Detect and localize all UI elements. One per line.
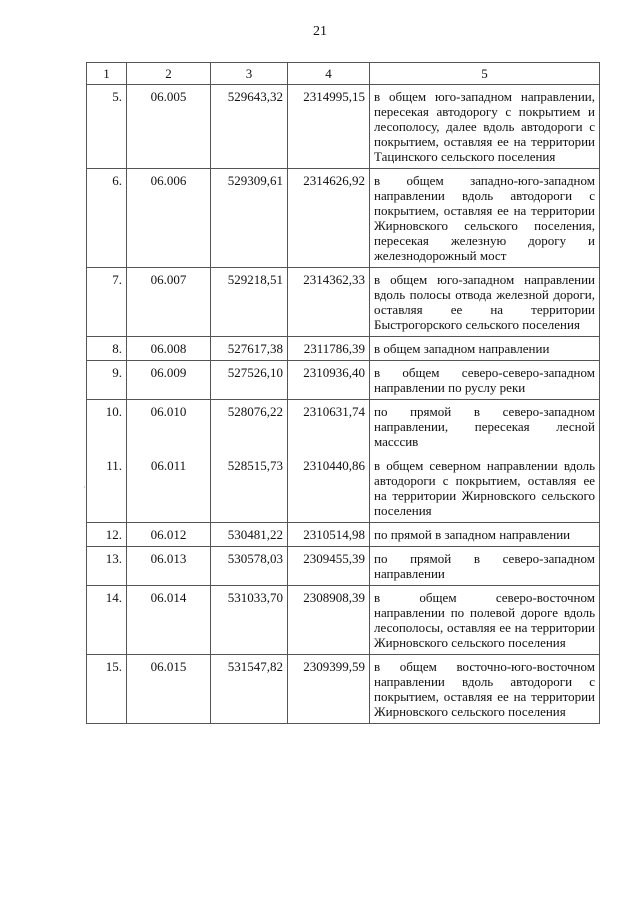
- boundary-description: по прямой в западном направлении: [370, 523, 600, 547]
- column-header-number: 1: [87, 63, 127, 85]
- x-coordinate: 529218,51: [211, 268, 288, 337]
- page-number: 21: [313, 24, 327, 39]
- point-code: 06.005: [127, 85, 211, 169]
- y-coordinate: 2314995,15: [288, 85, 370, 169]
- table-row: [87, 454, 600, 523]
- point-code: 06.015: [127, 655, 211, 724]
- table-row: [87, 586, 600, 655]
- boundary-description: по прямой в северо-западном направлении: [370, 547, 600, 586]
- point-code: 06.008: [127, 337, 211, 361]
- row-number: 15.: [87, 655, 127, 724]
- boundary-description: в общем восточно-юго-восточном направлении вдоль автодороги с покрытием, оставляя ее на территории Жирновского сельского поселения: [370, 655, 600, 724]
- boundary-description: в общем северном направлении вдоль автодороги с покрытием, оставляя ее на территории Жирновского сельского поселения: [370, 454, 600, 523]
- table-row: [87, 400, 600, 454]
- x-coordinate: 528076,22: [211, 400, 288, 454]
- x-coordinate: 528515,73: [211, 454, 288, 523]
- row-number: 14.: [87, 586, 127, 655]
- x-coordinate: 529309,61: [211, 169, 288, 268]
- boundary-description: в общем юго-западном направлении, пересекая автодорогу с покрытием и лесополосу, далее вдоль автодороги с покрытием, оставляя ее на территории Тацинского сельского поселения: [370, 85, 600, 169]
- column-header-point-code: 2: [127, 63, 211, 85]
- column-header-y-coordinate: 4: [288, 63, 370, 85]
- point-code: 06.010: [127, 400, 211, 454]
- y-coordinate: 2314362,33: [288, 268, 370, 337]
- column-header-x-coordinate: 3: [211, 63, 288, 85]
- y-coordinate: 2310631,74: [288, 400, 370, 454]
- row-number: 5.: [87, 85, 127, 169]
- table-row: [87, 268, 600, 337]
- column-header-description: 5: [370, 63, 600, 85]
- point-code: 06.007: [127, 268, 211, 337]
- boundary-points-table: [86, 62, 600, 724]
- table-row: [87, 655, 600, 724]
- y-coordinate: 2310514,98: [288, 523, 370, 547]
- y-coordinate: 2314626,92: [288, 169, 370, 268]
- point-code: 06.013: [127, 547, 211, 586]
- table-row: [87, 523, 600, 547]
- x-coordinate: 531033,70: [211, 586, 288, 655]
- table-row: [87, 85, 600, 169]
- x-coordinate: 527526,10: [211, 361, 288, 400]
- table-row: [87, 337, 600, 361]
- boundary-description: в общем юго-западном направлении вдоль полосы отвода железной дороги, оставляя ее на территории Быстрогорского сельского поселения: [370, 268, 600, 337]
- boundary-description: в общем западно-юго-западном направлении вдоль автодороги с покрытием, оставляя ее на территории Жирновского сельского поселения, пересекая железную дорогу и железнодорожный мост: [370, 169, 600, 268]
- boundary-description: в общем северо-северо-западном направлении по руслу реки: [370, 361, 600, 400]
- y-coordinate: 2309455,39: [288, 547, 370, 586]
- y-coordinate: 2308908,39: [288, 586, 370, 655]
- point-code: 06.011: [127, 454, 211, 523]
- x-coordinate: 530481,22: [211, 523, 288, 547]
- y-coordinate: 2309399,59: [288, 655, 370, 724]
- boundary-description: в общем северо-восточном направлении по полевой дороге вдоль лесополосы, оставляя ее на территории Жирновского сельского поселения: [370, 586, 600, 655]
- point-code: 06.009: [127, 361, 211, 400]
- table-header-row: [87, 63, 600, 85]
- row-number: 11.: [87, 454, 127, 523]
- row-number: 6.: [87, 169, 127, 268]
- y-coordinate: 2310936,40: [288, 361, 370, 400]
- scan-artifact-mark: ·: [83, 483, 86, 492]
- row-number: 9.: [87, 361, 127, 400]
- point-code: 06.006: [127, 169, 211, 268]
- point-code: 06.014: [127, 586, 211, 655]
- y-coordinate: 2310440,86: [288, 454, 370, 523]
- row-number: 8.: [87, 337, 127, 361]
- boundary-description: по прямой в северо-западном направлении, пересекая лесной масссив: [370, 400, 600, 454]
- row-number: 7.: [87, 268, 127, 337]
- x-coordinate: 530578,03: [211, 547, 288, 586]
- point-code: 06.012: [127, 523, 211, 547]
- table-row: [87, 169, 600, 268]
- x-coordinate: 529643,32: [211, 85, 288, 169]
- y-coordinate: 2311786,39: [288, 337, 370, 361]
- x-coordinate: 527617,38: [211, 337, 288, 361]
- table-row: [87, 547, 600, 586]
- row-number: 10.: [87, 400, 127, 454]
- table-row: [87, 361, 600, 400]
- boundary-description: в общем западном направлении: [370, 337, 600, 361]
- row-number: 13.: [87, 547, 127, 586]
- row-number: 12.: [87, 523, 127, 547]
- x-coordinate: 531547,82: [211, 655, 288, 724]
